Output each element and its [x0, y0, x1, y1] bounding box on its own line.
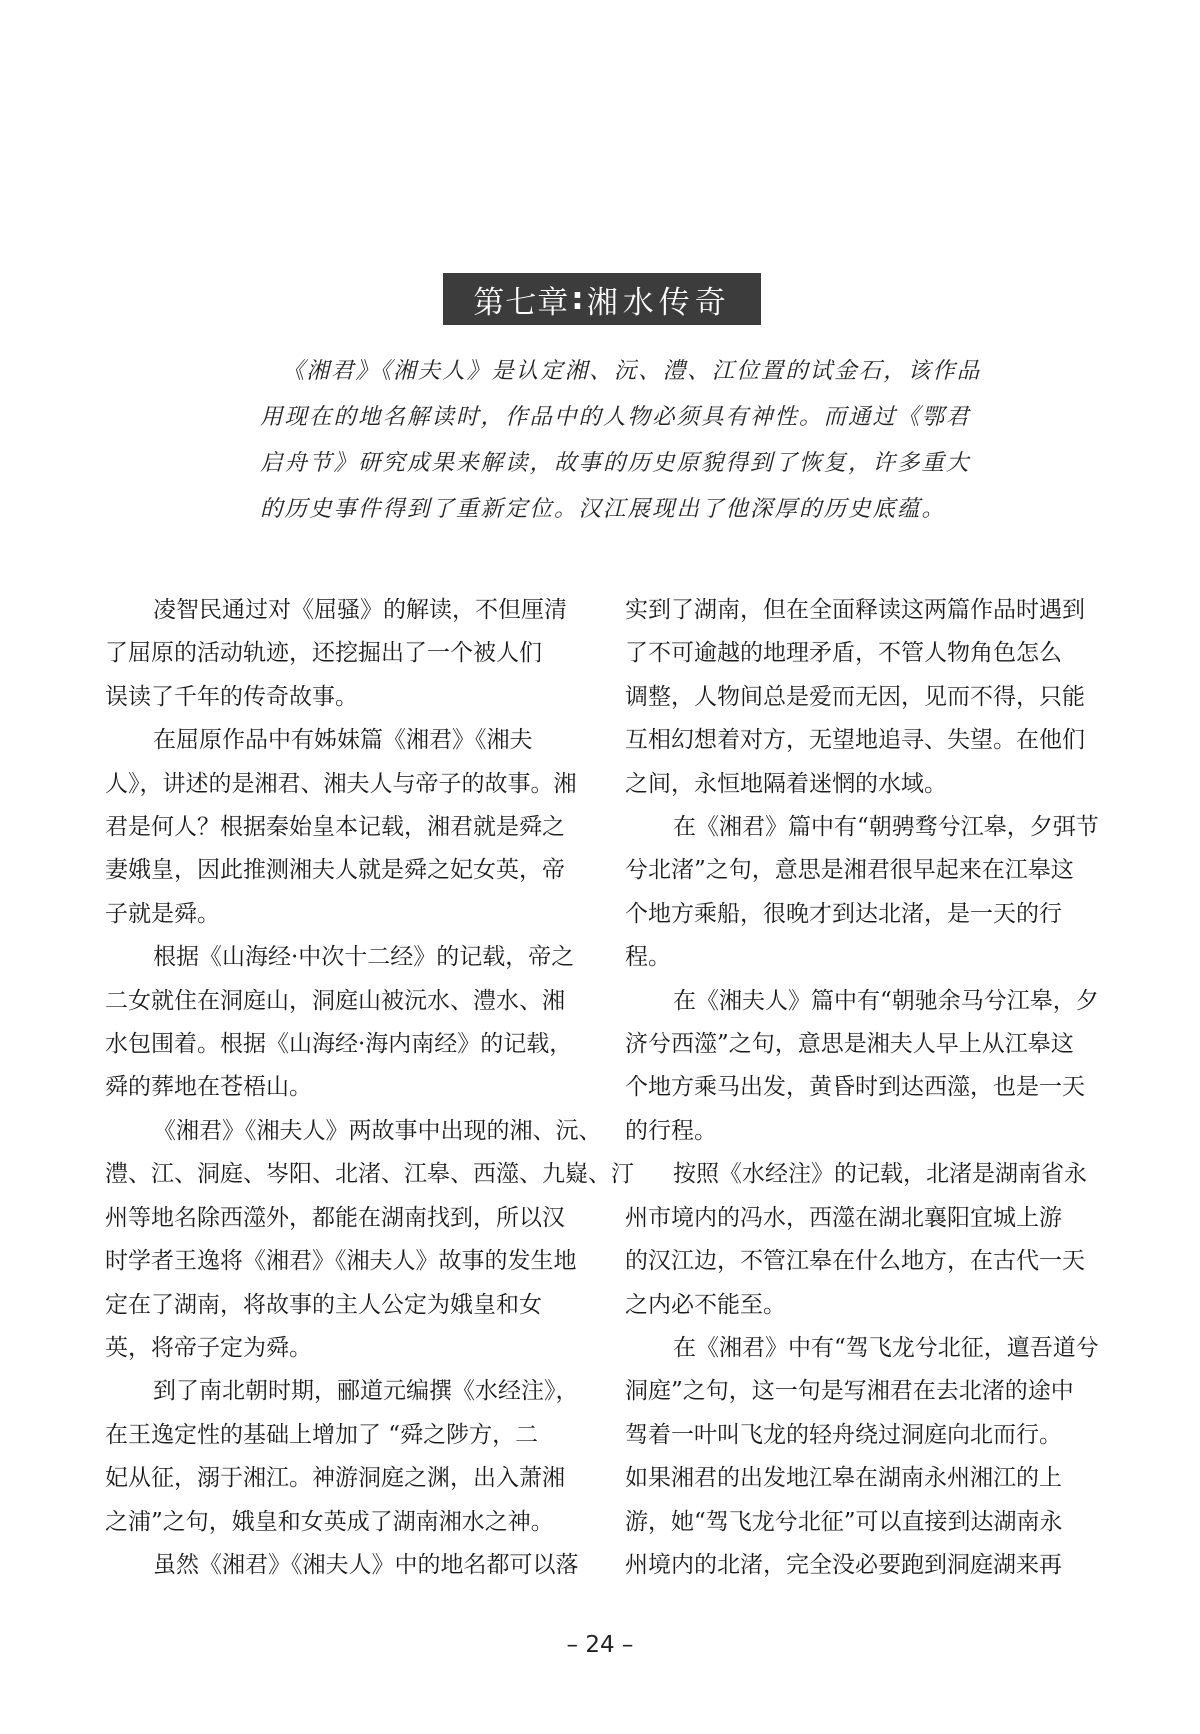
text-line: 英，将帝子定为舜。: [105, 1334, 312, 1361]
text-line: 州等地名除西澨外，都能在湖南找到，所以汉: [105, 1204, 565, 1231]
text-line: 《湘君》《湘夫人》两故事中出现的湘、沅、: [153, 1117, 602, 1144]
text-line: 二女就住在洞庭山，洞庭山被沅水、澧水、湘: [105, 987, 565, 1014]
text-line: 州市境内的冯水，西澨在湖北襄阳宜城上游: [625, 1204, 1062, 1231]
page-number: – 24 –: [566, 1632, 634, 1658]
text-line: 个地方乘船，很晚才到达北渚，是一天的行: [625, 900, 1062, 927]
text-line: 实到了湖南，但在全面释读这两篇作品时遇到: [625, 597, 1085, 623]
paragraph: [105, 936, 580, 1110]
abstract-line: 的历史事件得到了重新定位。汉江展现出了他深厚的历史底蕴。: [260, 496, 947, 522]
text-line: 驾着一叶叫飞龙的轻舟绕过洞庭向北而行。: [625, 1421, 1062, 1448]
text-line: 州境内的北渚，完全没必要跑到洞庭湖来再: [625, 1551, 1062, 1578]
paragraph: [625, 1153, 1100, 1327]
abstract-line: 启舟节》研究成果来解读，故事的历史原貌得到了恢复，许多重大: [260, 450, 971, 476]
abstract-line: 用现在的地名解读时，作品中的人物必须具有神性。而通过《鄂君: [260, 404, 971, 430]
text-line: 妻娥皇，因此推测湘夫人就是舜之妃女英，帝: [105, 857, 565, 884]
text-line: 子就是舜。: [105, 900, 220, 927]
text-line: 的行程。: [625, 1117, 717, 1144]
text-line: 了不可逾越的地理矛盾，不管人物角色怎么: [625, 640, 1062, 667]
text-line: 人》，讲述的是湘君、湘夫人与帝子的故事。湘: [105, 770, 577, 797]
text-line: 之浦”之句，娥皇和女英成了湖南湘水之神。: [105, 1508, 554, 1535]
text-line: 洞庭”之句，这一句是写湘君在去北渚的途中: [625, 1378, 1074, 1405]
text-line: 程。: [625, 944, 671, 971]
text-line: 之内必不能至。: [625, 1291, 786, 1318]
text-line: 了屈原的活动轨迹，还挖掘出了一个被人们: [105, 640, 542, 667]
paragraph: [105, 589, 580, 719]
text-line: 之间，永恒地隔着迷惘的水域。: [625, 770, 947, 797]
text-line: 在《湘夫人》篇中有“朝驰余马兮江皋，夕: [673, 987, 1099, 1014]
text-line: 在《湘君》篇中有“朝骋骛兮江皋，夕弭节: [673, 814, 1099, 841]
chapter-name: 湘水传奇: [586, 284, 731, 321]
body-column-right: [625, 589, 1100, 1587]
text-line: 定在了湖南，将故事的主人公定为娥皇和女: [105, 1291, 542, 1318]
paragraph: [625, 589, 1100, 806]
text-line: 妃从征，溺于湘江。神游洞庭之渊，出入萧湘: [105, 1465, 565, 1492]
abstract-line: 《湘君》《湘夫人》是认定湘、沅、澧、江位置的试金石，该作品: [282, 358, 982, 384]
text-line: 水包围着。根据《山海经·海内南经》的记载，: [105, 1031, 573, 1058]
text-line: 济兮西澨”之句，意思是湘夫人早上从江皋这: [625, 1031, 1074, 1058]
chapter-separator: :: [571, 281, 585, 317]
text-line: 如果湘君的出发地江皋在湖南永州湘江的上: [625, 1465, 1062, 1492]
text-line: 根据《山海经·中次十二经》的记载，帝之: [153, 944, 575, 971]
text-line: 在《湘君》中有“驾飞龙兮北征，邅吾道兮: [673, 1334, 1099, 1361]
text-line: 在王逸定性的基础上增加了 “舜之陟方，二: [105, 1421, 539, 1448]
paragraph: [105, 1110, 634, 1370]
text-line: 舜的葬地在苍梧山。: [105, 1074, 312, 1101]
text-line: 个地方乘马出发，黄昏时到达西澨，也是一天: [625, 1074, 1085, 1101]
paragraph: [625, 980, 1100, 1154]
text-line: 游，她“驾飞龙兮北征”可以直接到达湖南永: [625, 1508, 1063, 1535]
text-line: 时学者王逸将《湘君》《湘夫人》故事的发生地: [105, 1248, 577, 1275]
text-line: 误读了千年的传奇故事。: [105, 683, 358, 710]
text-line: 君是何人？根据秦始皇本记载，湘君就是舜之: [105, 814, 565, 841]
text-line: 澧、江、洞庭、岑阳、北渚、江皋、西澨、九嶷、汀: [105, 1161, 634, 1188]
paragraph: [105, 1544, 580, 1587]
chapter-title-banner: [443, 273, 761, 325]
text-line: 按照《水经注》的记载，北渚是湖南省永: [673, 1161, 1087, 1188]
paragraph: [105, 1370, 580, 1544]
chapter-abstract: [260, 348, 982, 532]
text-line: 的汉江边，不管江皋在什么地方，在古代一天: [625, 1248, 1085, 1275]
text-line: 凌智民通过对《屈骚》的解读，不但厘清: [153, 597, 567, 623]
chapter-label: 第七章: [473, 284, 570, 321]
text-line: 互相幻想着对方，无望地追寻、失望。在他们: [625, 727, 1085, 754]
paragraph: [625, 1327, 1100, 1587]
text-line: 虽然《湘君》《湘夫人》中的地名都可以落: [153, 1551, 579, 1578]
paragraph: [625, 806, 1100, 980]
text-line: 到了南北朝时期，郦道元编撰《水经注》，: [153, 1378, 579, 1405]
body-column-left: [105, 589, 634, 1587]
text-line: 调整，人物间总是爱而无因，见而不得，只能: [625, 683, 1085, 710]
text-line: 在屈原作品中有姊妹篇《湘君》《湘夫: [153, 727, 533, 754]
text-line: 兮北渚”之句，意思是湘君很早起来在江皋这: [625, 857, 1074, 884]
paragraph: [105, 719, 580, 936]
